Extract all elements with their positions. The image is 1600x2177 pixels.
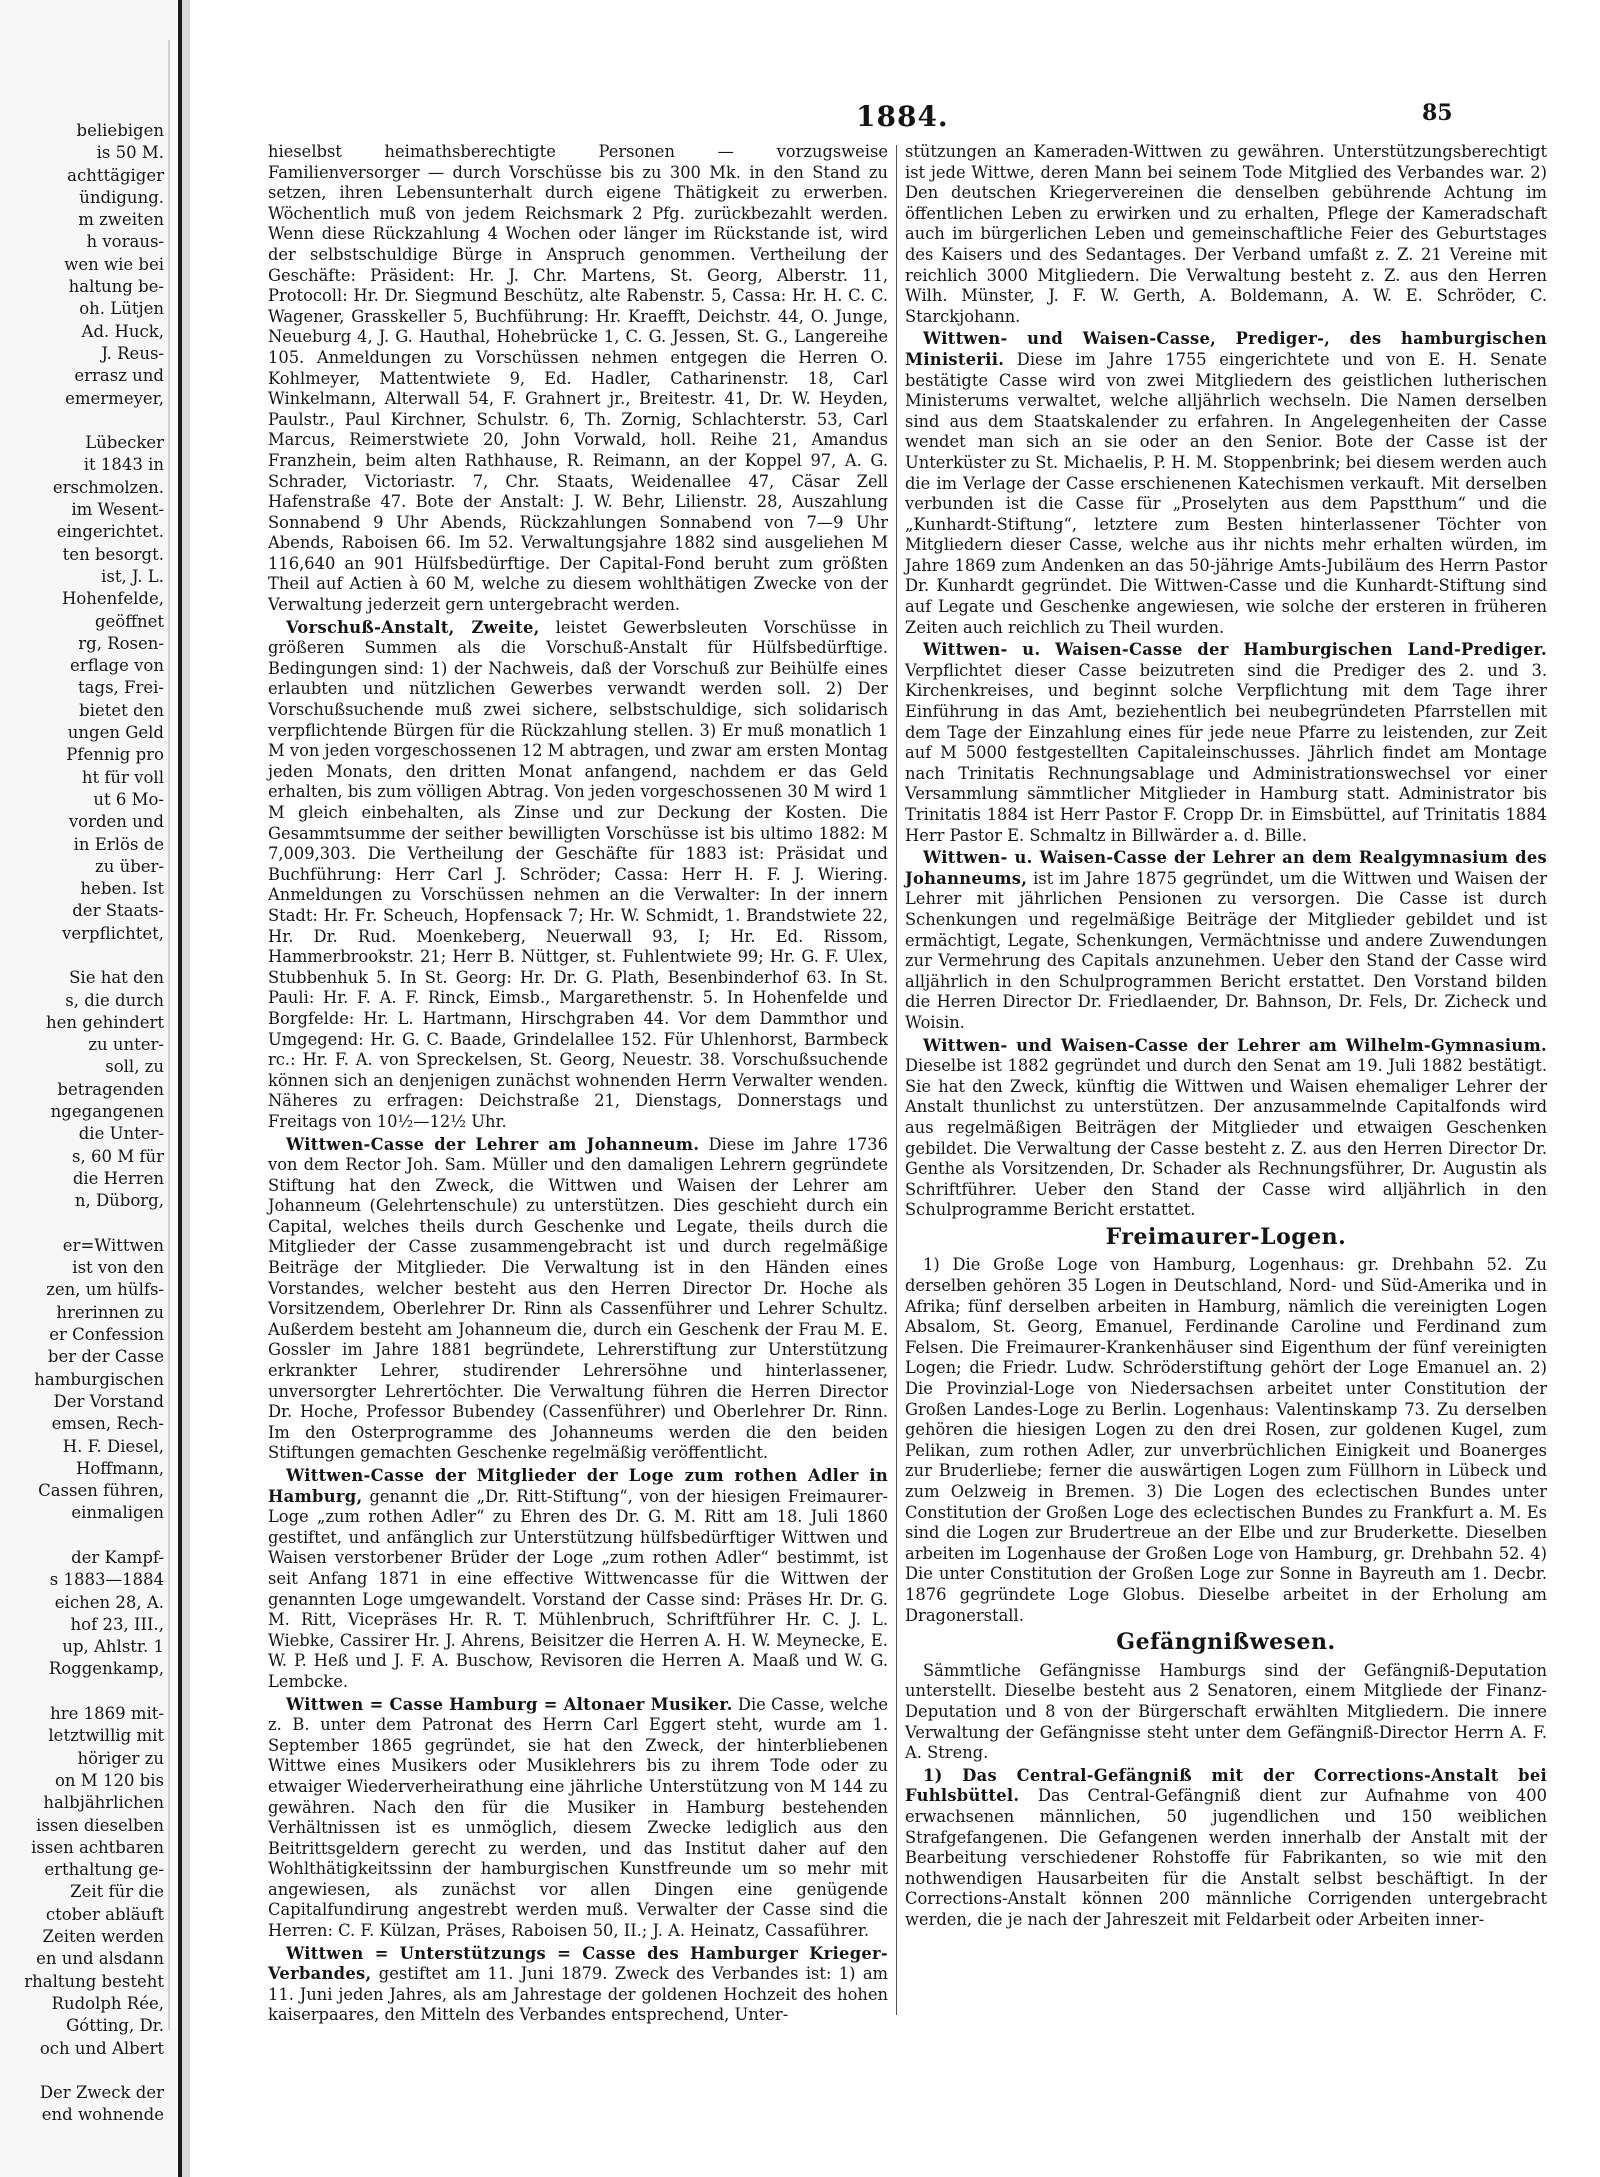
left-fragment-line: betragenden (57, 1079, 164, 1099)
left-fragment-line: rhaltung besteht (24, 1971, 164, 1991)
left-fragment-line: hen gehindert (46, 1012, 164, 1032)
left-fragment-line: er Confession (49, 1325, 164, 1345)
paragraph-text: gestiftet am 11. Juni 1879. Zweck des Verbandes ist: 1) am 11. Juni jeden Jahres, als am Jahrestage der goldenen Hochzeit des hohen kaiserpaares, den Mitteln des Verbandes entsprechend, Unter- (268, 1964, 888, 2025)
left-fragment-line: geöffnet (94, 611, 164, 631)
paragraph-text: Das Central-Gefängniß dient zur Aufnahme von 400 erwachsenen männlichen, 50 jugendlichen und 150 weiblichen Strafgefangenen. Die Gefangenen werden innerhalb der Anstalt mit der Bearbeitung verschiedener Rohstoffe für Fabrikanten, so wie mit den nothwendigen Hausarbeiten für die Anstalt selbst beschäftigt. In der Corrections-Anstalt können 200 männliche Corrigenden untergebracht werden, die je nach der Jahreszeit mit Feldarbeit oder Arbeiten inner- (905, 1786, 1547, 1929)
left-fragment-line: ctober abläuft (45, 1904, 164, 1924)
left-fragment-line: Pfennig pro (66, 745, 164, 765)
paragraph (905, 1766, 1547, 1931)
left-fragment-line: Der Zweck der (39, 2083, 164, 2103)
paragraph (268, 1695, 888, 1942)
left-fragment-line: ündigung. (79, 187, 164, 207)
left-fragment-line: ber der Casse (47, 1347, 164, 1367)
left-fragment-line: issen achtbaren (31, 1837, 164, 1857)
paragraph-text: hieselbst heimathsberechtigte Personen — vorzugsweise Familienversorger — durch Vorschüsse bis zu 300 Mk. in den Stand zu setzen, ihren Lebensunterhalt durch eigene Thätigkeit zu erwerben. Wöchentlich muß von jedem Reichsmark 2 Pfg. zurückbezahlt werden. Wenn diese Rückzahlung 4 Wochen oder länger im Rückstande ist, wird der selbstschuldige Bürge in Anspruch genommen. Vertheilung der Geschäfte: Präsident: Hr. J. Chr. Martens, St. Georg, Alberstr. 11, Protocoll: Hr. Dr. Siegmund Beschütz, alte Rabenstr. 5, Cassa: Hr. H. C. C. Wagener, Grasskeller 5, Buchführung: Hr. Kraefft, Deichstr. 44, O. Junge, Neueburg 4, J. G. Hauthal, Hohebrücke 1, C. G. Jessen, St. G., Langereihe 105. Anmeldungen zu Vorschüssen nehmen entgegen die Herren O. Kohlmeyer, Mattentwiete 9, Ed. Hadler, Catharinenstr. 18, Carl Winkelmann, Alterwall 54, F. Grahnert jr., Breitestr. 41, Dr. W. Heyden, Paulstr., Paul Kirchner, Schulstr. 6, Th. Zornig, Schlachterstr. 53, Carl Marcus, Reimerstwiete 20, John Vorwald, holl. Reihe 21, Amandus Franzhein, beim alten Rathhause, R. Reimann, an der Koppel 97, A. G. Schrader, Victoriastr. 7, Chr. Staats, Weidenallee 47, Cäsar Zell Hafenstraße 47. Bote der Anstalt: J. W. Behr, Lilienstr. 28, Auszahlung Sonnabend 9 Uhr Abends, Rückzahlungen Sonnabend von 7—9 Uhr Abends, Raboisen 66. Im 52. Verwaltungsjahre 1882 sind ausgeliehen M 116,640 an 901 Hülfsbedürftige. Der Capital-Fond beruht zum größten Theil auf Actien à 60 M, welche zu diesem wohlthätigen Zwecke von der Verwaltung jederzeit gern untergebracht werden. (268, 142, 888, 615)
paragraph-heading: Wittwen- u. Waisen-Casse der Hamburgischen Land-Prediger. (923, 640, 1547, 660)
left-fragment-line: ist von den (72, 1258, 164, 1278)
paragraph (268, 1135, 888, 1465)
left-fragment-line: wen wie bei (64, 254, 164, 274)
left-fragment-line: oh. Lütjen (79, 299, 164, 319)
left-fragment-line: m zweiten (78, 210, 164, 230)
left-fragment-line: der Staats- (72, 901, 164, 921)
paragraph (268, 142, 888, 616)
left-fragment-line: die Herren (72, 1168, 164, 1188)
left-fragment-line: it 1843 in (83, 455, 164, 475)
paragraph-text: Sämmtliche Gefängnisse Hamburgs sind der Gefängniß-Deputation unterstellt. Dieselbe besteht aus 2 Senatoren, einem Mitgliede der Finanz-Deputation und 8 von der Bürgerschaft erwählten Mitgliedern. Die innere Verwaltung der Gefängnisse steht unter dem Gefängniß-Director Herrn A. F. A. Streng. (905, 1660, 1547, 1763)
paragraph (268, 1944, 888, 2026)
left-fragment-line: ten besorgt. (62, 544, 164, 564)
left-fragment-line: J. Reus- (101, 343, 164, 363)
left-fragment-line: ht für voll (81, 767, 164, 787)
left-fragment-line: hre 1869 mit- (50, 1704, 164, 1724)
left-fragment-line: Ad. Huck, (81, 321, 164, 341)
left-fragment-line: s 1883—1884 (49, 1570, 164, 1590)
section-title: Gefängnißwesen. (1116, 1629, 1336, 1656)
left-fragment-line (0, 1681, 170, 1703)
paragraph-heading: Wittwen-Casse der Lehrer am Johanneum. (286, 1134, 700, 1154)
left-fragment-line (0, 410, 170, 432)
left-fragment-line: issen dieselben (36, 1815, 164, 1835)
left-fragment-line: letztwillig mit (48, 1726, 164, 1746)
paragraph (268, 618, 888, 1133)
paragraph (905, 1661, 1547, 1764)
left-fragment-line: tags, Frei- (78, 678, 164, 698)
left-fragment-line: der Kampf- (71, 1548, 164, 1567)
left-fragment-line: Cassen führen, (38, 1481, 164, 1501)
left-fragment-line: heben. Ist (80, 879, 164, 899)
page-number: 85 (1422, 100, 1453, 126)
left-fragment-line: Zeiten werden (42, 1927, 164, 1947)
left-fragment-line: hof 23, III., (70, 1614, 164, 1634)
left-fragment-line: on M 120 bis (55, 1770, 164, 1790)
left-fragment-line: Hohenfelde, (61, 589, 164, 609)
left-fragment-line: h voraus- (86, 232, 164, 252)
left-fragment-line: einmaligen (71, 1503, 164, 1523)
paragraph (268, 1466, 888, 1693)
left-fragment-line: up, Ahlstr. 1 (62, 1637, 164, 1657)
left-fragment-line: n, Düborg, (74, 1191, 164, 1211)
paragraph-heading: Wittwen- u. Waisen-Casse der Lehrer an dem Realgymnasium des Johanneums, (905, 848, 1547, 888)
left-fragment-line: ist, J. L. (101, 566, 164, 586)
left-fragment-line: H. F. Diesel, (62, 1436, 164, 1456)
text-column-right (905, 142, 1547, 2022)
left-fragment-line: hamburgischen (34, 1369, 164, 1389)
left-fragment-line: bietet den (79, 700, 164, 720)
left-fragment-line: hrerinnen zu (56, 1302, 164, 1322)
left-fragment-line: zen, um hülfs- (46, 1280, 164, 1300)
left-fragment-line: en und alsdann (36, 1949, 164, 1969)
left-fragment-line (0, 2060, 170, 2082)
paragraph-text: 1) Die Große Loge von Hamburg, Logenhaus: gr. Drehbahn 52. Zu derselben gehören 35 Logen in Deutschland, Nord- und Süd-Amerika und in Afrika; fünf derselben arbeiten in Hamburg, nämlich die vereinigten Logen Absalom, St. Georg, Emanuel, Ferdinande Caroline und Ferdinand zum Felsen. Die Freimaurer-Krankenhäuser sind Eigenthum der fünf vereinigten Logen; die Friedr. Ludw. Schröderstiftung gehört der Loge Emanuel an. 2) Die Provinzial-Loge von Niedersachsen arbeitet unter Constitution der Großen Landes-Loge zu Berlin. Logenhaus: Valentinskamp 73. Zu derselben gehören die hiesigen Logen zu den drei Rosen, zur goldenen Kugel, zum Pelikan, zum rothen Adler, zur unverbrüchlichen Einigkeit und Boanerges zur Bruderliebe; ferner die auswärtigen Logen zum Füllhorn in Lübeck und zum Oelzweig in Bremen. 3) Die Logen des eclectischen Bundes unter Constitution der Großen Loge des eclectischen Bundes zu Frankfurt a. M. Es sind die Logen zur Brudertreue an der Elbe und zur Bruderkette. Dieselben arbeiten im Logenhause der Großen Loge von Hamburg, gr. Drehbahn 52. 4) Die unter Constitution der Großen Loge zur Sonne in Bayreuth am 1. Decbr. 1876 gegründete Loge Globus. Dieselbe arbeitet in der Erholung am Dragonerstall. (905, 1255, 1547, 1625)
left-fragment-line: verpflichtet, (62, 923, 164, 943)
left-fragment-line: Sie hat den (69, 968, 164, 988)
left-fragment-line: emsen, Rech- (51, 1414, 164, 1434)
left-fragment-line: s, die durch (65, 990, 164, 1010)
left-fragment-line: errasz und (74, 366, 164, 386)
left-fragment-line: höriger zu (77, 1748, 164, 1768)
left-fragment-line: erflage von (70, 656, 164, 676)
left-fragment-line: is 50 M. (96, 143, 164, 163)
paragraph (905, 1255, 1547, 1626)
text-column-middle (268, 142, 889, 2025)
left-fragment-line: ungen Geld (67, 723, 164, 743)
paragraph-heading: Wittwen = Casse Hamburg = Altonaer Musiker. (286, 1694, 733, 1714)
left-fragment-line: beliebigen (76, 121, 164, 140)
paragraph-heading: Wittwen = Unterstützungs = Casse des Hamburger Krieger-Verbandes, (268, 1943, 888, 1984)
left-fragment-line: erthaltung ge- (44, 1860, 164, 1880)
left-fragment-line: zu über- (95, 856, 164, 876)
left-fragment-line (0, 1213, 170, 1235)
left-fragment-line: och und Albert (39, 2038, 164, 2058)
left-fragment-line: achttägiger (67, 165, 164, 185)
paragraph-text: stützungen an Kameraden-Wittwen zu gewähren. Unterstützungsberechtigt ist jede Wittwe, deren Mann bei seinem Tode Mitglied des Verbandes war. 2) Den deutschen Kriegervereinen die denselben gebührende Achtung im öffentlichen Leben zu erwirken und zu erhalten, Pflege der Kameradschaft auch im bürgerlichen Leben und gemeinschaftliche Feier des Geburtstages des Kaisers und des Sedantages. Der Verband umfaßt z. Z. 21 Vereine mit reichlich 3000 Mitgliedern. Die Verwaltung besteht z. Z. aus den Herren Wilh. Münster, J. F. W. Gerth, A. Boldemann, A. W. E. Schröder, C. Starckjohann. (905, 142, 1547, 326)
left-fragment-line: emermeyer, (65, 388, 164, 408)
left-fragment-line: eichen 28, A. (54, 1592, 164, 1612)
paragraph (905, 329, 1547, 638)
left-fragment-line: end wohnende (41, 2105, 164, 2125)
paragraph-heading: 1) Das Central-Gefängniß mit der Corrections-Anstalt bei Fuhlsbüttel. (905, 1765, 1547, 1806)
paragraph-text: Die Casse, welche z. B. unter dem Patronat des Herrn Carl Eggert steht, wurde am 1. September 1865 gegründet, sie hat den Zweck, der hinterbliebenen Wittwe eines Musikers oder Musiklehrers bis zu ihrem Tode oder zu etwaiger Wiederverheirathung eine jährliche Unterstützung von M 144 zu gewähren. Nach den für die Musiker in Hamburg bestehenden Verhältnissen ist es unmöglich, diesem Zwecke lediglich aus den Beitrittsgeldern gerecht zu werden, und das Institut daher auf den Wohlthätigkeitssinn der hamburgischen Kunstfreunde um so mehr mit angewiesen, als zunächst vor allen Dingen eine genügende Capitalfundirung angestrebt werden muß. Verwalter der Casse sind die Herren: C. F. Külzan, Präses, Raboisen 50, II.; J. A. Heinatz, Cassaführer. (268, 1694, 888, 1941)
paragraph-text: leistet Gewerbsleuten Vorschüsse in größeren Summen als die Vorschuß-Anstalt für Hülfsbedürftige. Bedingungen sind: 1) der Nachweis, daß der Vorschuß zur Beihülfe eines erlaubten und nützlichen Gewerbes verwandt werden soll. 2) Der Vorschußsuchende muß zwei sichere, selbstschuldige, sich solidarisch verpflichtende Bürgen für die Rückzahlung stellen. 3) Er muß monatlich 1 M von jeden vorgeschossenen 12 M abtragen, und zwar am ersten Montag jeden Monats, den dritten Monat anfangend, nachdem er das Geld erhalten, bis zum völligen Abtrag. Von jeden vorgeschossenen 30 M wird 1 M gleich einbehalten, als Zinse und zur Deckung der Kosten. Die Gesammtsumme der seither bewilligten Vorschüsse ist bis ultimo 1882: M 7,009,303. Die Vertheilung der Geschäfte für 1883 ist: Präsidat und Buchführung: Herr Carl J. Schröder; Cassa: Herr H. F. J. Wiering. Anmeldungen zu Vorschüssen nehmen an die Verwalter: In der innern Stadt: Hr. Fr. Scheuch, Hopfensack 7; Hr. W. Schmidt, 1. Brandstwiete 22, Hr. Dr. Rud. Moenkeberg, Neuerwall 93, I; Hr. Ed. Rissom, Hammerbrookstr. 21; Herr B. Nüttger, st. Fuhlentwiete 99; Hr. G. F. Ulex, Stubbenhuk 5. In St. Georg: Hr. Dr. G. Plath, Besenbinderhof 63. In St. Pauli: Hr. F. A. F. Rinck, Eimsb., Margarethenstr. 5. In Hohenfelde und Borgfelde: Hr. L. Hartmann, Hirschgraben 44. Vor dem Dammthor und Umgegend: Hr. G. C. Baade, Grindelallee 152. Für Uhlenhorst, Barmbeck rc.: Hr. F. A. von Spreckelsen, St. Georg, Neuestr. 38. Vorschußsuchende können sich an denjenigen zunächst wohnenden Herrn Verwalter wenden. Näheres zu erfragen: Deichstraße 21, Dienstags, Donnerstags und Freitags von 10½—12½ Uhr. (268, 617, 889, 1131)
paragraph-text: genannt die „Dr. Ritt-Stiftung“, von der hiesigen Freimaurer-Loge „zum rothen Adler“ zu Ehren des Dr. G. M. Ritt am 18. Juli 1860 gestiftet, und anfänglich zur Unterstützung hülfsbedürftiger Wittwen und Waisen verstorbener Brüder der Loge „zum rothen Adler“ bestimmt, ist seit Anfang 1871 in eine effective Wittwencasse für die Wittwen der genannten Loge umgewandelt. Vorstand der Casse sind: Präses Hr. Dr. G. M. Ritt, Vicepräses Hr. R. T. Mühlenbruch, Schriftführer Hr. C. J. L. Wiebke, Cassirer Hr. J. Ahrens, Beisitzer die Herren A. H. W. Meynecke, E. W. P. Heß und J. F. A. Buschow, Revisoren die Herren A. Maaß und W. G. Lembcke. (268, 1486, 888, 1691)
paragraph-text: Verpflichtet dieser Casse beizutreten sind die Prediger des 2. und 3. Kirchenkreises, und beginnt solche Verpflichtung mit dem Tage ihrer Einführung in das Amt, beziehentlich bei neubegründeten Pfarrstellen mit dem Tage der Einzahlung eines für jede neue Pfarre zu leistenden, zur Zeit auf M 5000 festgestellten Capitaleinschusses. Jährlich findet am Montage nach Trinitatis Rechnungsablage und Administrationswechsel vor einer Versammlung sämmtlicher Mitglieder in Hamburg statt. Administrator bis Trinitatis 1884 ist Herr Pastor F. Cropp Dr. in Eimsbüttel, auf Trinitatis 1884 Herr Pastor E. Schmaltz in Billwärder a. d. Bille. (905, 660, 1547, 845)
left-fragment-line: Der Vorstand (53, 1391, 164, 1411)
right-margin (1562, 0, 1600, 2177)
page-year: 1884. (856, 100, 949, 133)
paragraph-text: Diese im Jahre 1755 eingerichtete und von E. H. Senate bestätigte Casse wird von zwei Mitgliedern des geistlichen lutherischen Ministerums verwaltet, welche alljährlich wechseln. Die Namen derselben sind aus dem Staatskalender zu erfahren. In Angelegenheiten der Casse wendet man sich an sie oder an den Senior. Bote der Casse ist der Unterküster zu St. Michaelis, P. H. M. Stoppenbrink; bei diesem werden auch die im Verlage der Casse erschienenen Katechismen verkauft. Mit derselben verbunden ist die Casse für „Proselyten aus dem Papstthum“ und die „Kunhardt-Stiftung“, letztere zum Besten hinterlassener Töchter von Mitgliedern dieser Casse, welche aus ihr nichts mehr erhalten würden, im Jahre 1869 zum Andenken an das 50-jährige Amts-Jubiläum des Herrn Pastor Dr. Kunhardt gegründet. Die Wittwen-Casse und die Kunhardt-Stiftung sind auf Legate und Geschenke angewiesen, wie solche der ersteren in früheren Zeiten auch reichlich zu Theil wurden. (905, 349, 1547, 637)
paragraph (905, 640, 1547, 846)
left-page-text-fragments (0, 120, 170, 2125)
left-fragment-line: Zeit für die (70, 1882, 164, 1902)
paragraph (905, 848, 1547, 1033)
left-fragment-line: in Erlös de (73, 834, 164, 854)
paragraph-heading: Wittwen- und Waisen-Casse der Lehrer am Wilhelm-Gymnasium. (923, 1035, 1547, 1055)
left-fragment-line: erschmolzen. (52, 477, 164, 497)
paragraph-heading: Vorschuß-Anstalt, Zweite, (286, 617, 540, 637)
left-fragment-line: Gótting, Dr. (66, 2016, 164, 2036)
left-fragment-line: ngegangenen (50, 1102, 164, 1122)
left-fragment-line: Roggenkamp, (48, 1659, 164, 1679)
left-fragment-line: haltung be- (68, 277, 164, 297)
left-fragment-line: er=Wittwen (62, 1235, 164, 1255)
paragraph-text: ist im Jahre 1875 gegründet, um die Wittwen und Waisen der Lehrer mit jährlichen Pensionen zu versorgen. Die Casse ist durch Schenkungen und regelmäßige Beiträge der Mitglieder gebildet und ist ermächtigt, Legate, Schenkungen, Vermächtnisse und andere Zuwendungen zur Vermehrung des Capitals anzunehmen. Ueber den Stand der Casse wird alljährlich in den Schulprogrammen Bericht erstattet. Den Vorstand bilden die Herren Director Dr. Friedlaender, Dr. Bahnson, Dr. Fels, Dr. Zicheck und Woisin. (905, 868, 1547, 1032)
left-fragment-line: zu unter- (88, 1035, 164, 1055)
left-fragment-line: soll, zu (105, 1057, 164, 1077)
left-fragment-line (0, 1525, 170, 1547)
paragraph-heading: Wittwen- und Waisen-Casse, Prediger-, des hamburgischen Ministerii. (905, 329, 1547, 369)
left-fragment-line: Rudolph Rée, (51, 1993, 164, 2013)
paragraph (905, 1036, 1547, 1221)
left-fragment-line: halbjährlichen (43, 1793, 164, 1813)
paragraph-heading: Wittwen-Casse der Mitglieder der Loge zum rothen Adler in Hamburg, (268, 1466, 888, 1506)
left-fragment-line: im Wesent- (71, 500, 164, 520)
book-gutter (182, 0, 190, 2177)
paragraph-text: Diese im Jahre 1736 von dem Rector Joh. Sam. Müller und den damaligen Lehrern gegründete Stiftung hat den Zweck, die Wittwen und Waisen der Lehrer am Johanneum (Gelehrtenschule) zu unterstützen. Dies geschieht durch ein Capital, welches theils durch Geschenke und Legate, theils durch die Mitglieder der Casse zusammengebracht ist und durch regelmäßige Beiträge der Mitglieder. Die Verwaltung ist in den Händen eines Vorstandes, welcher besteht aus den Herren Director Dr. Hoche als Vorsitzendem, Oberlehrer Dr. Rinn als Cassenführer und Lehrer Schultz. Außerdem besteht am Johanneum die, durch ein Geschenk der Frau M. E. Gossler im Jahre 1881 begründete, Lehrerstiftung zur Unterstützung erkrankter Lehrer, studirender Lehrersöhne und hinterlassener, unversorgter Lehrertöchter. Die Verwaltung führen die Herren Director Dr. Hoche, Professor Bubendey (Cassenführer) und Oberlehrer Dr. Rinn. Im den Osterprogramme des Johanneums werden die den beiden Stiftungen gemachten Geschenke regelmäßig veröffentlicht. (268, 1134, 888, 1463)
left-fragment-line: vorden und (68, 812, 164, 832)
column-divider (896, 145, 897, 2015)
paragraph-text: Dieselbe ist 1882 gegründet und durch den Senat am 19. Juli 1882 bestätigt. Sie hat den Zweck, künftig die Wittwen und Waisen ehemaliger Lehrer der Anstalt thunlichst zu unterstützen. Der anzusammelnde Capitalfonds wird aus regelmäßigen Beiträgen der Mitglieder und etwaigen Geschenken gebildet. Die Verwaltung der Casse besteht z. Z. aus den Herren Director Dr. Genthe als Vorsitzenden, Dr. Schader als Rechnungsführer, Dr. Augustin als Schriftführer. Ueber den Stand der Casse wird alljährlich in den Schulprogramme Bericht erstattet. (905, 1056, 1547, 1220)
left-fragment-line: Hoffmann, (75, 1458, 164, 1478)
left-fragment-line: rg, Rosen- (78, 633, 164, 653)
left-fragment-line: eingerichtet. (56, 522, 164, 542)
left-fragment-line: die Unter- (78, 1124, 164, 1144)
left-fragment-line (0, 945, 170, 967)
section-title: Freimaurer-Logen. (1105, 1223, 1347, 1250)
left-fragment-line: Lübecker (85, 433, 164, 453)
paragraph (905, 142, 1547, 327)
left-fragment-line: s, 60 M für (72, 1146, 164, 1166)
left-fragment-line: ut 6 Mo- (93, 789, 164, 809)
